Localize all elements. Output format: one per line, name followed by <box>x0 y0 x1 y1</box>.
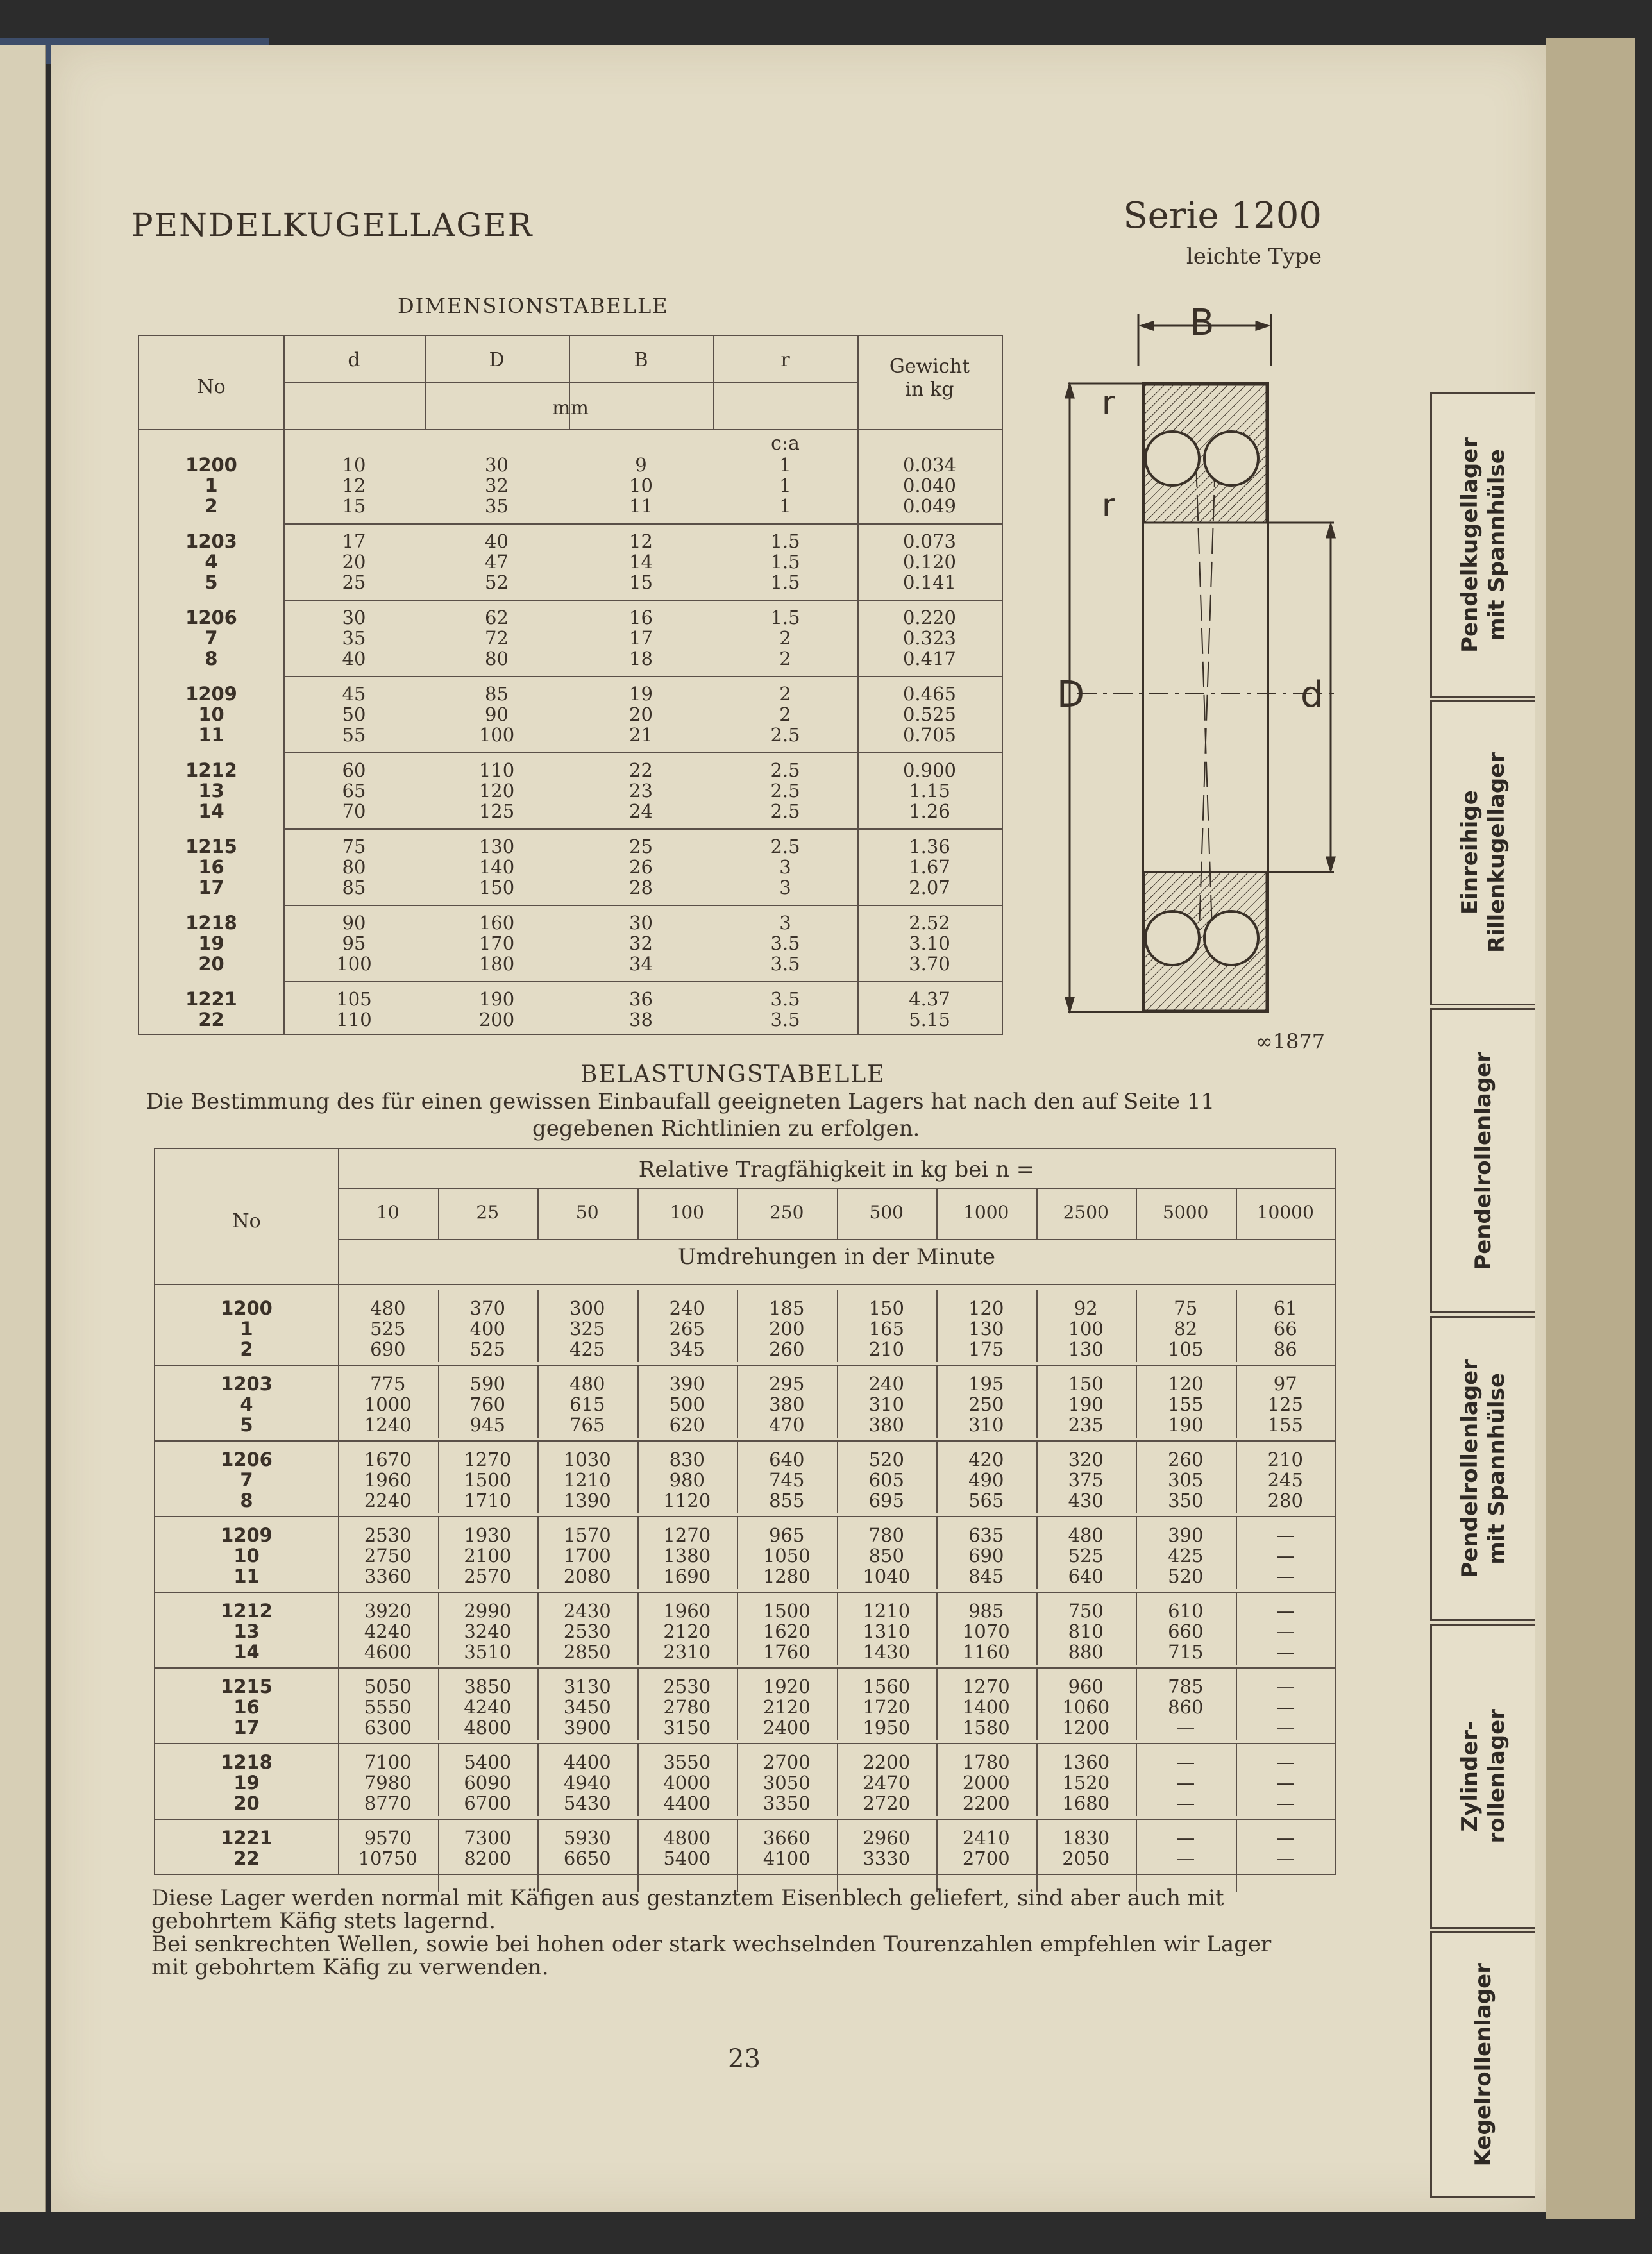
dim-cell-r: 2.5 2.5 2.5 <box>770 759 800 822</box>
load-cell-no: 1206 7 8 <box>221 1449 273 1511</box>
header-D: D <box>489 349 505 371</box>
header-r: r <box>780 349 790 371</box>
dim-cell-D: 160 170 180 <box>478 912 515 975</box>
load-cell: 2430 2530 2850 <box>563 1600 611 1663</box>
load-cell-no: 1209 10 11 <box>221 1524 273 1587</box>
load-cell: 300 325 425 <box>569 1297 605 1360</box>
load-cell: 635 690 845 <box>968 1524 1004 1587</box>
load-table <box>154 1148 1336 1875</box>
speed-header: 10 <box>376 1202 400 1223</box>
series-subtitle: leichte Type <box>1186 244 1322 269</box>
header-B: B <box>634 349 648 371</box>
load-cell: — — <box>1276 1827 1295 1869</box>
series-label: Serie 1200 <box>1123 195 1322 237</box>
dim-cell-D: 190 200 <box>478 988 515 1030</box>
load-cell: 2700 3050 3350 <box>763 1751 811 1814</box>
note-line: gebohrtem Käfig stets lagernd. <box>151 1908 496 1934</box>
load-cell: 785 860 — <box>1168 1676 1204 1738</box>
dim-cell-d: 30 35 40 <box>342 607 366 669</box>
load-cell: 390 425 520 <box>1168 1524 1204 1587</box>
page-number: 23 <box>728 2044 761 2074</box>
dim-cell-nos: 1221 22 <box>185 988 237 1030</box>
group-divider <box>283 828 1002 830</box>
tab-kegelrollenlager[interactable] <box>1430 1931 1535 2198</box>
dim-cell-r: 3.5 3.5 <box>770 988 800 1030</box>
load-cell: 1570 1700 2080 <box>563 1524 611 1587</box>
speed-header: 250 <box>770 1202 804 1223</box>
load-table-intro: Die Bestimmung des für einen gewissen Einbaufall geeigneten Lagers hat nach den auf Seite 11 <box>146 1089 1215 1114</box>
load-table-heading: BELASTUNGSTABELLE <box>580 1061 886 1088</box>
dim-cell-nos: 1203 4 5 <box>185 530 237 593</box>
dim-cell-d: 10 12 15 <box>342 454 366 517</box>
dim-cell-d: 17 20 25 <box>342 530 366 593</box>
dim-cell-nos: 1218 19 20 <box>185 912 237 975</box>
dim-cell-D: 130 140 150 <box>478 836 515 898</box>
load-cell: 195 250 310 <box>968 1373 1004 1436</box>
label-d: d <box>1301 674 1324 716</box>
load-cell: 92 100 130 <box>1068 1297 1104 1360</box>
header-rpm: Umdrehungen in der Minute <box>677 1244 996 1270</box>
dim-cell-w: 0.900 1.15 1.26 <box>902 759 957 822</box>
dim-cell-r: 2 2 2.5 <box>770 683 800 746</box>
dim-cell-r: 1.5 1.5 1.5 <box>770 530 800 593</box>
speed-header: 50 <box>575 1202 599 1223</box>
dim-cell-r: 1.5 2 2 <box>770 607 800 669</box>
dim-cell-r: 2.5 3 3 <box>770 836 800 898</box>
load-cell: 2990 3240 3510 <box>464 1600 512 1663</box>
load-cell: 3850 4240 4800 <box>464 1676 512 1738</box>
load-cell: 210 245 280 <box>1267 1449 1303 1511</box>
speed-header: 2500 <box>1063 1202 1109 1223</box>
load-cell: 1930 2100 2570 <box>464 1524 512 1587</box>
dim-cell-r: 1 1 1 <box>779 454 791 517</box>
note-line: Bei senkrechten Wellen, sowie bei hohen oder stark wechselnden Tourenzahlen empfehlen wir Lager <box>151 1931 1272 1957</box>
dim-cell-B: 22 23 24 <box>629 759 653 822</box>
load-cell: 7100 7980 8770 <box>364 1751 412 1814</box>
group-divider <box>283 752 1002 753</box>
load-cell: — — — <box>1276 1676 1295 1738</box>
load-cell: 750 810 880 <box>1068 1600 1104 1663</box>
load-cell: 1830 2050 <box>1062 1827 1110 1869</box>
load-cell: 1210 1310 1430 <box>863 1600 911 1663</box>
group-divider <box>155 1592 1335 1593</box>
dim-cell-d: 75 80 85 <box>342 836 366 898</box>
header-d: d <box>348 349 360 371</box>
load-cell: 4400 4940 5430 <box>563 1751 611 1814</box>
load-cell-no: 1221 22 <box>221 1827 273 1869</box>
tab-label: Pendelkugellager mit Spannhülse <box>1457 437 1510 653</box>
dim-cell-w: 0.220 0.323 0.417 <box>902 607 957 669</box>
load-cell: 775 1000 1240 <box>364 1373 412 1436</box>
dim-cell-nos: 1200 1 2 <box>185 454 237 517</box>
load-cell: — — <box>1176 1827 1195 1869</box>
load-cell: 1270 1380 1690 <box>663 1524 711 1587</box>
header-capacity: Relative Tragfähigkeit in kg bei n = <box>638 1157 1035 1182</box>
drawing-number: ∞1877 <box>1256 1029 1326 1054</box>
load-cell-no: 1203 4 5 <box>221 1373 273 1436</box>
load-cell: 185 200 260 <box>769 1297 805 1360</box>
bearing-cross-section-drawing <box>1039 301 1392 1045</box>
dim-cell-D: 85 90 100 <box>478 683 515 746</box>
load-cell: 1670 1960 2240 <box>364 1449 412 1511</box>
label-D: D <box>1057 674 1085 716</box>
load-cell: 1560 1720 1950 <box>863 1676 911 1738</box>
book-binding <box>1546 38 1635 2219</box>
header-unit: mm <box>552 397 589 419</box>
load-cell: 120 130 175 <box>968 1297 1004 1360</box>
group-divider <box>155 1743 1335 1744</box>
note-line: mit gebohrtem Käfig zu verwenden. <box>151 1955 549 1980</box>
dim-cell-D: 30 32 35 <box>485 454 509 517</box>
dim-cell-B: 36 38 <box>629 988 653 1030</box>
load-cell: 1360 1520 1680 <box>1062 1751 1110 1814</box>
dimension-table-heading: DIMENSIONSTABELLE <box>398 294 669 318</box>
label-r-top: r <box>1102 384 1115 421</box>
load-cell-no: 1215 16 17 <box>221 1676 273 1738</box>
dim-cell-d: 90 95 100 <box>336 912 372 975</box>
load-cell: 2960 3330 <box>863 1827 911 1869</box>
header-divider <box>338 1239 1335 1240</box>
header-no: No <box>232 1210 261 1232</box>
load-cell: — — — <box>1276 1524 1295 1587</box>
dim-cell-w: 0.034 0.040 0.049 <box>902 454 957 517</box>
tab-zylinderrollenlager[interactable] <box>1430 1624 1535 1929</box>
dim-cell-nos: 1209 10 11 <box>185 683 237 746</box>
load-cell: 3130 3450 3900 <box>563 1676 611 1738</box>
group-divider <box>283 981 1002 982</box>
load-cell: 1270 1500 1710 <box>464 1449 512 1511</box>
load-cell: 61 66 86 <box>1273 1297 1297 1360</box>
header-no: No <box>197 376 226 398</box>
dim-cell-D: 40 47 52 <box>485 530 509 593</box>
tab-pendelrollenlager-spannhuelse[interactable] <box>1430 1316 1535 1621</box>
load-cell: 320 375 430 <box>1068 1449 1104 1511</box>
tab-label: Zylinder- rollenlager <box>1457 1709 1510 1844</box>
dim-cell-w: 0.465 0.525 0.705 <box>902 683 957 746</box>
load-cell: 610 660 715 <box>1168 1600 1204 1663</box>
load-cell: 3660 4100 <box>763 1827 811 1869</box>
header-divider <box>283 382 857 383</box>
group-divider <box>155 1516 1335 1517</box>
load-cell-no: 1212 13 14 <box>221 1600 273 1663</box>
load-cell: 295 380 470 <box>769 1373 805 1436</box>
dim-cell-d: 60 65 70 <box>342 759 366 822</box>
load-cell: 1030 1210 1390 <box>563 1449 611 1511</box>
group-divider <box>155 1667 1335 1669</box>
speed-header: 500 <box>869 1202 904 1223</box>
tab-label: Einreihige Rillenkugellager <box>1457 752 1510 954</box>
speed-header: 25 <box>476 1202 500 1223</box>
dim-cell-B: 16 17 18 <box>629 607 653 669</box>
speed-header: 10000 <box>1256 1202 1314 1223</box>
dim-cell-nos: 1212 13 14 <box>185 759 237 822</box>
dim-cell-B: 25 26 28 <box>629 836 653 898</box>
dim-cell-w: 4.37 5.15 <box>909 988 950 1030</box>
load-cell: 1270 1400 1580 <box>962 1676 1010 1738</box>
speed-header: 5000 <box>1163 1202 1209 1223</box>
dim-cell-r: 3 3.5 3.5 <box>770 912 800 975</box>
tab-label: Kegelrollenlager <box>1471 1963 1496 2167</box>
load-cell: 960 1060 1200 <box>1062 1676 1110 1738</box>
load-cell-no: 1200 1 2 <box>221 1297 273 1360</box>
dim-cell-w: 1.36 1.67 2.07 <box>909 836 950 898</box>
facing-page-edge <box>0 45 46 2212</box>
load-cell: 480 525 640 <box>1068 1524 1104 1587</box>
load-cell: 150 190 235 <box>1068 1373 1104 1436</box>
load-cell: — — — <box>1276 1600 1295 1663</box>
load-cell: 1920 2120 2400 <box>763 1676 811 1738</box>
group-divider <box>283 600 1002 601</box>
group-divider <box>155 1440 1335 1442</box>
page-title: PENDELKUGELLAGER <box>131 206 534 244</box>
load-cell: 390 500 620 <box>669 1373 705 1436</box>
group-divider <box>155 1365 1335 1366</box>
tab-label: Pendelrollenlager mit Spannhülse <box>1457 1359 1510 1578</box>
load-cell: 1780 2000 2200 <box>962 1751 1010 1814</box>
load-cell: 240 310 380 <box>868 1373 904 1436</box>
load-cell: 260 305 350 <box>1168 1449 1204 1511</box>
load-cell: 370 400 525 <box>469 1297 505 1360</box>
load-cell: 520 605 695 <box>868 1449 904 1511</box>
label-r-mid: r <box>1102 487 1115 524</box>
dim-cell-B: 9 10 11 <box>629 454 653 517</box>
group-divider <box>283 676 1002 677</box>
dim-cell-d: 45 50 55 <box>342 683 366 746</box>
load-cell: 7300 8200 <box>464 1827 512 1869</box>
speed-header: 100 <box>670 1202 704 1223</box>
load-cell: 965 1050 1280 <box>763 1524 811 1587</box>
dim-cell-nos: 1215 16 17 <box>185 836 237 898</box>
header-divider <box>139 429 1002 430</box>
dim-cell-B: 12 14 15 <box>629 530 653 593</box>
note-line: Diese Lager werden normal mit Käfigen aus gestanztem Eisenblech geliefert, sind aber auch mit <box>151 1885 1224 1911</box>
load-cell: 120 155 190 <box>1168 1373 1204 1436</box>
group-divider <box>155 1819 1335 1820</box>
load-cell: 420 490 565 <box>968 1449 1004 1511</box>
load-cell: 4800 5400 <box>663 1827 711 1869</box>
load-cell: 5050 5550 6300 <box>364 1676 412 1738</box>
dim-cell-D: 62 72 80 <box>485 607 509 669</box>
load-cell: 780 850 1040 <box>863 1524 911 1587</box>
header-r-note: c:a <box>771 432 800 455</box>
load-cell: 75 82 105 <box>1168 1297 1204 1360</box>
dim-cell-B: 19 20 21 <box>629 683 653 746</box>
label-B: B <box>1190 302 1215 344</box>
load-cell: 5400 6090 6700 <box>464 1751 512 1814</box>
tab-pendelkugellager-spannhuelse[interactable] <box>1430 392 1535 698</box>
load-cell: — — — <box>1176 1751 1195 1814</box>
group-divider <box>283 523 1002 525</box>
load-cell: 590 760 945 <box>469 1373 505 1436</box>
load-cell: 480 615 765 <box>569 1373 605 1436</box>
load-cell: 1500 1620 1760 <box>763 1600 811 1663</box>
dim-cell-w: 2.52 3.10 3.70 <box>909 912 950 975</box>
dimension-table <box>138 335 1003 1035</box>
load-cell: 480 525 690 <box>370 1297 406 1360</box>
load-cell: 9570 10750 <box>358 1827 417 1869</box>
load-cell: 3550 4000 4400 <box>663 1751 711 1814</box>
load-cell: 830 980 1120 <box>663 1449 711 1511</box>
load-cell: 985 1070 1160 <box>962 1600 1010 1663</box>
header-divider <box>155 1284 1335 1285</box>
load-cell-no: 1218 19 20 <box>221 1751 273 1814</box>
load-cell: 2530 2750 3360 <box>364 1524 412 1587</box>
dim-cell-B: 30 32 34 <box>629 912 653 975</box>
header-weight: Gewicht in kg <box>889 355 970 401</box>
dim-cell-D: 110 120 125 <box>478 759 515 822</box>
dim-cell-nos: 1206 7 8 <box>185 607 237 669</box>
load-cell: 2530 2780 3150 <box>663 1676 711 1738</box>
load-cell: 640 745 855 <box>769 1449 805 1511</box>
load-table-intro: gegebenen Richtlinien zu erfolgen. <box>532 1116 920 1141</box>
dim-cell-w: 0.073 0.120 0.141 <box>902 530 957 593</box>
load-cell: 240 265 345 <box>669 1297 705 1360</box>
group-divider <box>283 905 1002 906</box>
tab-label: Pendelrollenlager <box>1471 1051 1496 1270</box>
load-cell: 1960 2120 2310 <box>663 1600 711 1663</box>
load-cell: 2200 2470 2720 <box>863 1751 911 1814</box>
load-cell: 150 165 210 <box>868 1297 904 1360</box>
notes <box>151 1887 1338 1979</box>
load-cell: 97 125 155 <box>1267 1373 1303 1436</box>
load-cell: 5930 6650 <box>563 1827 611 1869</box>
tab-pendelrollenlager[interactable] <box>1430 1008 1535 1313</box>
dim-cell-d: 105 110 <box>336 988 372 1030</box>
load-cell: 2410 2700 <box>962 1827 1010 1869</box>
load-cell: — — — <box>1276 1751 1295 1814</box>
load-cell: 3920 4240 4600 <box>364 1600 412 1663</box>
tab-rillenkugellager[interactable] <box>1430 700 1535 1005</box>
speed-header: 1000 <box>963 1202 1009 1223</box>
